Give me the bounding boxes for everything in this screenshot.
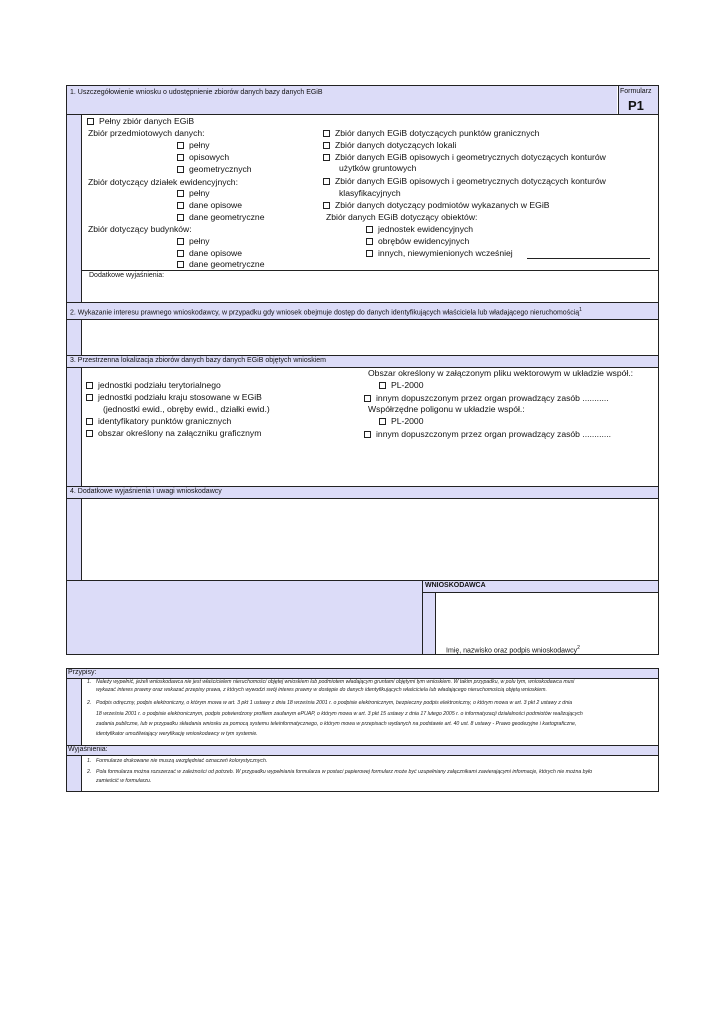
regulations-title: Przypisy: (68, 669, 97, 676)
checkbox-icon (323, 130, 330, 137)
premises-option[interactable]: Zbiór danych dotyczących lokali (323, 140, 456, 151)
checkbox-icon (177, 166, 184, 173)
checkbox-icon (379, 418, 386, 425)
checkbox-icon (177, 261, 184, 268)
building-option-geometric[interactable]: dane geometryczne (177, 259, 264, 270)
explanations-header (67, 746, 658, 755)
object-option-other[interactable]: innych, niewymienionych wcześniej (366, 248, 513, 259)
form-code: P1 (628, 98, 644, 113)
object-option-precincts[interactable]: obrębów ewidencyjnych (366, 236, 469, 247)
checkbox-icon (177, 214, 184, 221)
building-option-descriptive[interactable]: dane opisowe (177, 248, 242, 259)
parcel-option-geometric[interactable]: dane geometryczne (177, 212, 264, 223)
checkbox-icon (366, 226, 373, 233)
checkbox-icon (177, 142, 184, 149)
applicant-margin (423, 593, 435, 654)
section4-title: 4. Dodatkowe wyjaśnienia i uwagi wnioskodawcy (70, 488, 222, 495)
classification-option[interactable]: Zbiór danych EGiB opisowych i geometrycznych dotyczących konturów (323, 176, 606, 187)
applicant-left-band (67, 581, 422, 654)
checkbox-icon (323, 202, 330, 209)
signature-label: Imię, nazwisko oraz podpis wnioskodawcy$^2$ (446, 645, 580, 655)
section3-left-margin (67, 368, 81, 486)
explanations-margin (67, 756, 81, 791)
checkbox-icon (86, 430, 93, 437)
checkbox-icon (177, 202, 184, 209)
regulations-margin (67, 679, 81, 745)
regulation-1-number: 1. (87, 679, 92, 685)
checkbox-icon (177, 250, 184, 257)
land-use-option-line2: użytków gruntowych (339, 163, 417, 173)
vector-pl2000-option[interactable]: PL-2000 (379, 380, 424, 391)
explanation-2-line2: zamieścić w formularzu. (96, 778, 152, 784)
regulation-2-line4: identyfikator umożliwiający weryfikację wnioskodawcy w tym systemie. (96, 731, 258, 737)
checkbox-icon (86, 382, 93, 389)
checkbox-icon (87, 118, 94, 125)
boundary-points-option[interactable]: Zbiór danych EGiB dotyczących punktów granicznych (323, 128, 539, 139)
graphic-attachment-option[interactable]: obszar określony na załączniku graficznym (86, 428, 261, 439)
vector-other-option[interactable]: innym dopuszczonym przez organ prowadzący zasób ........... (364, 393, 609, 404)
explanation-1-line1: Formularze drukowane nie muszą uwzględniać oznaczeń kolorystycznych. (96, 758, 268, 764)
object-option-units[interactable]: jednostek ewidencyjnych (366, 224, 473, 235)
checkbox-icon (366, 238, 373, 245)
territorial-units-option[interactable]: jednostki podziału terytorialnego (86, 380, 221, 391)
explanations-title: Wyjaśnienia: (68, 746, 108, 753)
regulation-2-line2: 18 września 2001 r. o podpisie elektronicznym, podpis potwierdzony profilem zaufanym ePUAP, o którym mowa w art. 3 pkt 15 ustawy z dnia 17 lutego 2005 r. o informatyzacji działalności podmiotów realizujących (96, 711, 583, 717)
section1-title: 1. Uszczegółowienie wniosku o udostępnienie zbiorów danych bazy danych EGiB (70, 89, 323, 96)
checkbox-icon (364, 431, 371, 438)
building-option-full[interactable]: pełny (177, 236, 210, 247)
subject-option-geometric[interactable]: geometrycznych (177, 164, 252, 175)
regulation-2-number: 2. (87, 700, 92, 706)
boundary-ids-option[interactable]: identyfikatory punktów granicznych (86, 416, 231, 427)
checkbox-icon (366, 250, 373, 257)
checkbox-icon (379, 382, 386, 389)
land-use-option[interactable]: Zbiór danych EGiB opisowych i geometrycznych dotyczących konturów (323, 152, 606, 163)
entities-option[interactable]: Zbiór danych dotyczący podmiotów wykazanych w EGiB (323, 200, 549, 211)
building-label: Zbiór dotyczący budynków: (88, 224, 192, 234)
extra-explanations-label: Dodatkowe wyjaśnienia: (89, 272, 165, 279)
objects-label: Zbiór danych EGiB dotyczący obiektów: (326, 212, 478, 222)
parcel-label: Zbiór dotyczący działek ewidencyjnych: (88, 177, 238, 187)
explanation-2-number: 2. (87, 769, 92, 775)
explanation-2-line1: Pola formularza można rozszerzać w zależności od potrzeb. W przypadku wypełniania formularza w postaci papierowej formularz może być uzupełniany załącznikami zawierającymi informacje, których nie można było (96, 769, 593, 775)
subject-sets-label: Zbiór przedmiotowych danych: (88, 128, 205, 138)
legal-interest-field[interactable] (82, 320, 658, 355)
parcel-option-full[interactable]: pełny (177, 188, 210, 199)
classification-option-line2: klasyfikacyjnych (339, 188, 401, 198)
regulation-2-line1: Podpis odręczny, podpis elektroniczny, o którym mowa w art. 3 pkt 1 ustawy z dnia 18 września 2001 r. o podpisie elektronicznym, bezpieczny podpis elektroniczny, o którym mowa w art. 3 pkt 2 ustawy z dnia (96, 700, 573, 706)
polygon-pl2000-option[interactable]: PL-2000 (379, 416, 424, 427)
other-objects-fill-line[interactable] (527, 258, 650, 259)
subject-option-descriptive[interactable]: opisowych (177, 152, 229, 163)
egib-units-note: (jednostki ewid., obręby ewid., działki ewid.) (103, 404, 270, 414)
checkbox-icon (86, 394, 93, 401)
full-set-checkbox[interactable]: Pełny zbiór danych EGiB (87, 116, 194, 127)
regulation-2-line3: zadania publiczne, lub w przypadku składania wniosku za pomocą systemu teleinformatycznego, o którym mowa w przepisach wydanych na podstawie art. 40 ust. 8 ustawy - Prawo geodezyjne i kartograficzne, (96, 721, 577, 727)
section2-title: 2. Wykazanie interesu prawnego wnioskodawcy, w przypadku gdy wniosek obejmuje dostęp do danych identyfikujących właściciela lub władającego nieruchomością$^1$ (70, 307, 582, 317)
section2-left-margin (67, 320, 81, 355)
checkbox-icon (323, 178, 330, 185)
vector-file-label: Obszar określony w załączonym pliku wektorowym w układzie współ.: (368, 368, 634, 378)
parcel-option-descriptive[interactable]: dane opisowe (177, 200, 242, 211)
polygon-label: Współrzędne poligonu w układzie współ.: (368, 404, 525, 414)
checkbox-icon (86, 418, 93, 425)
checkbox-icon (364, 395, 371, 402)
applicant-remarks-field[interactable] (82, 499, 658, 580)
extra-explanations-field[interactable] (82, 281, 658, 301)
regulation-1-line1: Należy wypełnić, jeżeli wnioskodawca nie jest właścicielem nieruchomości objętej wnioskiem lub podmiotem władającym gruntami objętymi tym wnioskiem. W takim przypadku, w polu tym, wnioskodawca musi (96, 679, 575, 685)
regulations-header (67, 669, 658, 678)
signature-field[interactable] (436, 593, 658, 641)
polygon-other-option[interactable]: innym dopuszczonym przez organ prowadzący zasób ............ (364, 429, 611, 440)
form-label: Formularz (620, 88, 652, 95)
applicant-title: WNIOSKODAWCA (425, 582, 486, 589)
checkbox-icon (177, 238, 184, 245)
explanation-1-number: 1. (87, 758, 92, 764)
regulation-1-line2: wykazać interes prawny oraz wskazać przepisy prawa, z których wywodzi swój interes prawny w dostępie do danych identyfikujących właściciela lub władającego nieruchomością objętą wnioskiem. (96, 687, 547, 693)
checkbox-icon (323, 142, 330, 149)
section3-title: 3. Przestrzenna lokalizacja zbiorów danych bazy danych EGiB objętych wnioskiem (70, 357, 327, 364)
checkbox-icon (177, 154, 184, 161)
section4-left-margin (67, 499, 81, 580)
subject-option-full[interactable]: pełny (177, 140, 210, 151)
section1-left-margin (67, 115, 81, 302)
egib-units-option[interactable]: jednostki podziału kraju stosowane w EGiB (86, 392, 262, 403)
checkbox-icon (323, 154, 330, 161)
checkbox-icon (177, 190, 184, 197)
